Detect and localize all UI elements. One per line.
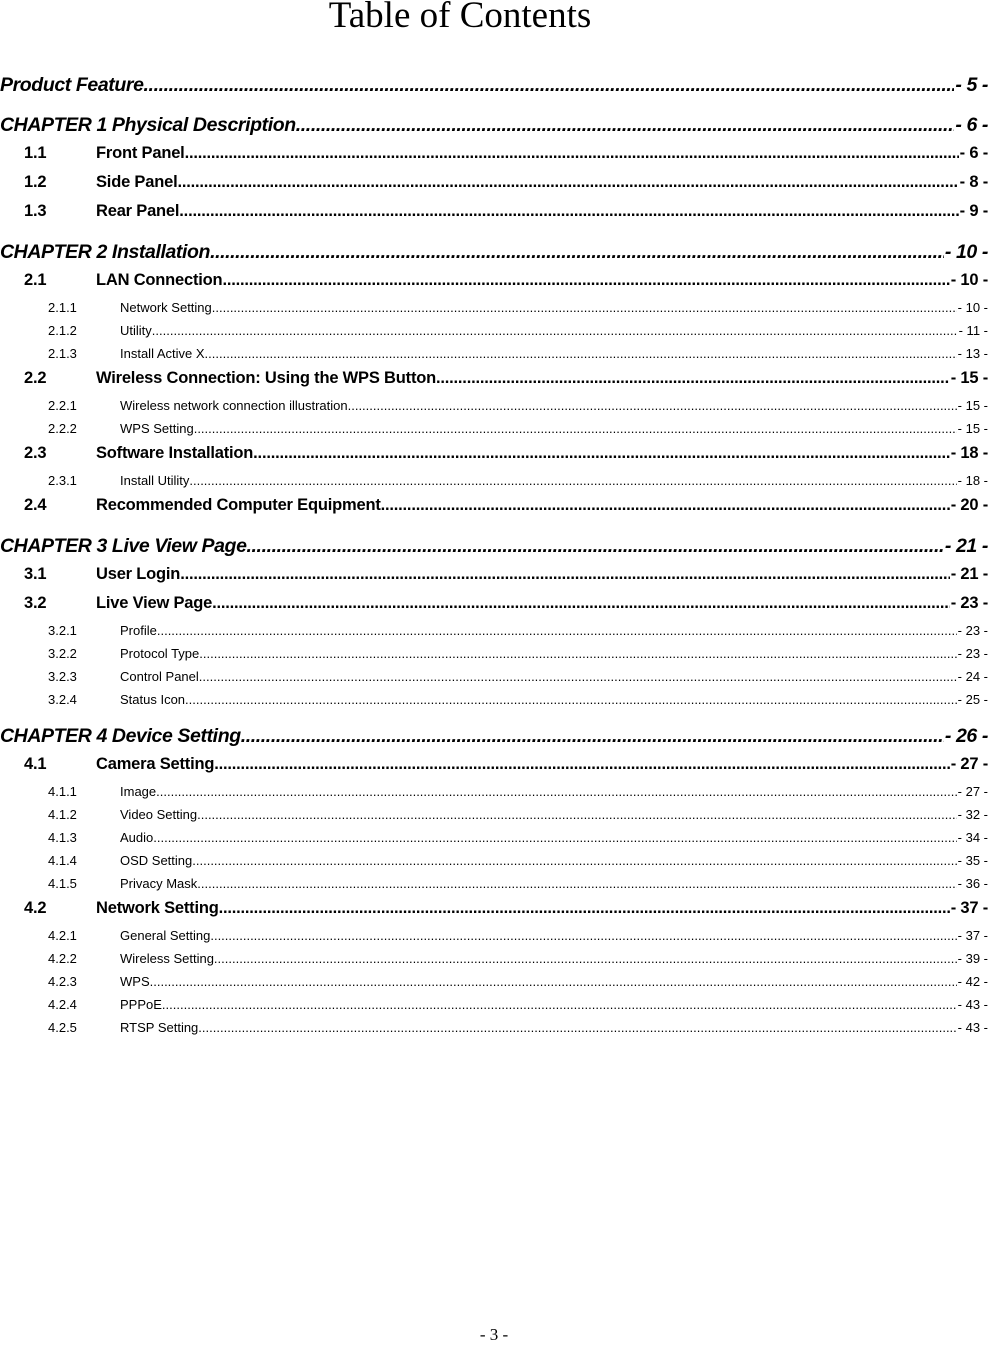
- toc-entry-section[interactable]: [0, 755, 988, 784]
- toc-entry-number: 4.1.1: [48, 784, 77, 799]
- toc-entry-subsection[interactable]: [0, 473, 988, 496]
- dot-leader: [212, 300, 957, 315]
- toc-entry-page: - 23 -: [957, 623, 988, 638]
- toc-entry-subsection[interactable]: [0, 876, 988, 899]
- toc-entry-page: - 15 -: [957, 398, 988, 413]
- toc-entry-number: 4.2.5: [48, 1020, 77, 1035]
- dot-leader: [179, 202, 958, 221]
- toc-entry-section[interactable]: [0, 202, 988, 231]
- toc-entry-page: - 24 -: [957, 669, 988, 684]
- toc-entry-title: Status Icon: [120, 692, 186, 707]
- toc-entry-number: 1.3: [24, 202, 47, 220]
- dot-leader: [253, 444, 950, 463]
- dot-leader: [156, 784, 957, 799]
- toc-entry-number: 3.2.3: [48, 669, 77, 684]
- toc-entry-title: Utility: [120, 323, 152, 338]
- toc-entry-page: - 21 -: [944, 535, 988, 557]
- toc-entry-page: - 42 -: [957, 974, 988, 989]
- toc-entry-title: Product Feature: [0, 74, 144, 96]
- toc-entry-title: Camera Setting: [96, 755, 215, 773]
- toc-entry-page: - 18 -: [957, 473, 988, 488]
- toc-entry-page: - 10 -: [957, 300, 988, 315]
- toc-entry-page: - 21 -: [950, 565, 988, 583]
- toc-entry-page: - 6 -: [955, 114, 988, 136]
- dot-leader: [189, 473, 956, 488]
- toc-entry-page: - 43 -: [957, 1020, 988, 1035]
- toc-entry-section[interactable]: [0, 444, 988, 473]
- toc-entry-title: Rear Panel: [96, 202, 180, 220]
- dot-leader: [210, 241, 944, 264]
- dot-leader: [214, 951, 957, 966]
- toc-entry-number: 2.2.2: [48, 421, 77, 436]
- toc-entry-subsection[interactable]: [0, 830, 988, 853]
- dot-leader: [219, 899, 950, 918]
- toc-entry-page: - 26 -: [944, 725, 988, 747]
- table-of-contents: [0, 74, 988, 1043]
- dot-leader: [192, 853, 956, 868]
- toc-entry-subsection[interactable]: [0, 323, 988, 346]
- toc-entry-page: - 39 -: [957, 951, 988, 966]
- dot-leader: [348, 398, 957, 413]
- dot-leader: [162, 997, 957, 1012]
- toc-entry-page: - 11 -: [958, 323, 988, 338]
- toc-entry-page: - 15 -: [957, 421, 988, 436]
- toc-entry-section[interactable]: [0, 594, 988, 623]
- toc-entry-number: 2.2: [24, 369, 47, 387]
- toc-entry-number: 2.2.1: [48, 398, 77, 413]
- toc-entry-page: - 25 -: [957, 692, 988, 707]
- toc-entry-page: - 9 -: [959, 202, 988, 220]
- dot-leader: [436, 369, 950, 388]
- toc-entry-subsection[interactable]: [0, 646, 988, 669]
- toc-entry-chapter[interactable]: [0, 535, 988, 565]
- toc-entry-page: - 34 -: [957, 830, 988, 845]
- dot-leader: [199, 646, 956, 661]
- toc-entry-subsection[interactable]: [0, 974, 988, 997]
- toc-entry-title: LAN Connection: [96, 271, 223, 289]
- toc-entry-page: - 36 -: [957, 876, 988, 891]
- toc-entry-section[interactable]: [0, 899, 988, 928]
- toc-entry-subsection[interactable]: [0, 692, 988, 715]
- toc-entry-page: - 37 -: [957, 928, 988, 943]
- toc-entry-title: Live View Page: [96, 594, 213, 612]
- toc-entry-title: Install Utility: [120, 473, 190, 488]
- toc-entry-section[interactable]: [0, 173, 988, 202]
- toc-entry-chapter[interactable]: [0, 114, 988, 144]
- dot-leader: [222, 271, 949, 290]
- page-number: - 3 -: [479, 1325, 509, 1344]
- toc-entry-title: General Setting: [120, 928, 211, 943]
- toc-entry-page: - 27 -: [950, 755, 988, 773]
- toc-entry-number: 4.1.2: [48, 807, 77, 822]
- dot-leader: [197, 876, 956, 891]
- toc-entry-subsection[interactable]: [0, 421, 988, 444]
- toc-entry-title: User Login: [96, 565, 181, 583]
- toc-entry-number: 4.2.2: [48, 951, 77, 966]
- toc-entry-title: CHAPTER 3 Live View Page: [0, 535, 247, 557]
- toc-entry-page: - 10 -: [944, 241, 988, 263]
- toc-entry-subsection[interactable]: [0, 997, 988, 1020]
- toc-entry-number: 3.2.4: [48, 692, 77, 707]
- toc-entry-page: - 37 -: [950, 899, 988, 917]
- toc-entry-title: CHAPTER 1 Physical Description: [0, 114, 296, 136]
- dot-leader: [180, 565, 950, 584]
- dot-leader: [194, 421, 957, 436]
- toc-entry-title: WPS Setting: [120, 421, 194, 436]
- toc-entry-subsection[interactable]: [0, 300, 988, 323]
- page-title: Table of Contents: [328, 0, 592, 36]
- toc-entry-page: - 20 -: [950, 496, 988, 514]
- toc-entry-number: 4.2.4: [48, 997, 77, 1012]
- toc-entry-number: 2.1: [24, 271, 47, 289]
- toc-entry-section[interactable]: [0, 496, 988, 525]
- toc-entry-title: Wireless network connection illustration: [120, 398, 348, 413]
- toc-entry-title: RTSP Setting: [120, 1020, 199, 1035]
- toc-entry-subsection[interactable]: [0, 398, 988, 421]
- toc-entry-title: Software Installation: [96, 444, 254, 462]
- dot-leader: [185, 144, 959, 163]
- toc-entry-subsection[interactable]: [0, 669, 988, 692]
- toc-entry-title: OSD Setting: [120, 853, 193, 868]
- toc-entry-subsection[interactable]: [0, 623, 988, 646]
- toc-entry-page: - 23 -: [957, 646, 988, 661]
- toc-entry-number: 3.2.2: [48, 646, 77, 661]
- toc-entry-title: Control Panel: [120, 669, 199, 684]
- toc-entry-number: 4.2: [24, 899, 47, 917]
- toc-entry-title: Audio: [120, 830, 154, 845]
- dot-leader: [247, 535, 944, 558]
- toc-entry-page: - 6 -: [959, 144, 988, 162]
- toc-entry-number: 4.1.5: [48, 876, 77, 891]
- toc-entry-subsection[interactable]: [0, 951, 988, 974]
- toc-entry-title: Network Setting: [120, 300, 212, 315]
- toc-entry-title: Privacy Mask: [120, 876, 198, 891]
- toc-entry-number: 1.1: [24, 144, 47, 162]
- toc-entry-page: - 15 -: [950, 369, 988, 387]
- toc-entry-subsection[interactable]: [0, 853, 988, 876]
- toc-entry-section[interactable]: [0, 565, 988, 594]
- toc-entry-number: 2.4: [24, 496, 47, 514]
- toc-entry-title: WPS: [120, 974, 150, 989]
- toc-entry-subsection[interactable]: [0, 807, 988, 830]
- toc-entry-number: 2.1.2: [48, 323, 77, 338]
- toc-entry-title: Recommended Computer Equipment: [96, 496, 381, 514]
- dot-leader: [205, 346, 957, 361]
- toc-entry-section[interactable]: [0, 271, 988, 300]
- dot-leader: [152, 323, 958, 338]
- toc-entry-section[interactable]: [0, 144, 988, 173]
- toc-entry-page: - 13 -: [957, 346, 988, 361]
- toc-entry-title: Wireless Connection: Using the WPS Button: [96, 369, 436, 387]
- toc-entry-number: 4.2.3: [48, 974, 77, 989]
- toc-entry-title: Wireless Setting: [120, 951, 214, 966]
- toc-entry-page: - 43 -: [957, 997, 988, 1012]
- toc-entry-title: CHAPTER 2 Installation: [0, 241, 211, 263]
- toc-entry-title: Network Setting: [96, 899, 219, 917]
- toc-entry-page: - 5 -: [955, 74, 988, 96]
- toc-entry-number: 4.1: [24, 755, 47, 773]
- toc-entry-chapter[interactable]: [0, 241, 988, 271]
- toc-entry-title: CHAPTER 4 Device Setting: [0, 725, 241, 747]
- dot-leader: [157, 623, 957, 638]
- toc-entry-number: 3.1: [24, 565, 47, 583]
- dot-leader: [198, 1020, 956, 1035]
- dot-leader: [214, 755, 949, 774]
- toc-entry-page: - 35 -: [957, 853, 988, 868]
- toc-entry-number: 1.2: [24, 173, 47, 191]
- toc-entry-chapter[interactable]: [0, 74, 988, 104]
- toc-entry-chapter[interactable]: [0, 725, 988, 755]
- toc-entry-page: - 23 -: [950, 594, 988, 612]
- toc-entry-number: 3.2: [24, 594, 47, 612]
- toc-entry-title: Side Panel: [96, 173, 178, 191]
- toc-entry-number: 2.1.1: [48, 300, 77, 315]
- toc-entry-number: 3.2.1: [48, 623, 77, 638]
- dot-leader: [199, 669, 957, 684]
- toc-entry-title: PPPoE: [120, 997, 162, 1012]
- dot-leader: [185, 692, 957, 707]
- dot-leader: [150, 974, 957, 989]
- toc-entry-subsection[interactable]: [0, 928, 988, 951]
- dot-leader: [153, 830, 956, 845]
- toc-entry-title: Image: [120, 784, 157, 799]
- toc-entry-title: Protocol Type: [120, 646, 200, 661]
- toc-entry-title: Install Active X: [120, 346, 205, 361]
- toc-entry-page: - 18 -: [950, 444, 988, 462]
- toc-entry-page: - 32 -: [957, 807, 988, 822]
- dot-leader: [210, 928, 956, 943]
- toc-entry-subsection[interactable]: [0, 346, 988, 369]
- dot-leader: [381, 496, 950, 515]
- toc-entry-page: - 8 -: [959, 173, 988, 191]
- toc-entry-title: Profile: [120, 623, 157, 638]
- toc-entry-page: - 10 -: [950, 271, 988, 289]
- toc-entry-number: 4.1.3: [48, 830, 77, 845]
- dot-leader: [197, 807, 957, 822]
- toc-entry-number: 2.3: [24, 444, 47, 462]
- toc-entry-page: - 27 -: [957, 784, 988, 799]
- dot-leader: [177, 173, 958, 192]
- toc-entry-section[interactable]: [0, 369, 988, 398]
- toc-entry-number: 4.2.1: [48, 928, 77, 943]
- toc-entry-title: Front Panel: [96, 144, 185, 162]
- dot-leader: [241, 725, 944, 748]
- toc-entry-subsection[interactable]: [0, 784, 988, 807]
- toc-entry-number: 2.1.3: [48, 346, 77, 361]
- toc-entry-number: 2.3.1: [48, 473, 77, 488]
- toc-entry-subsection[interactable]: [0, 1020, 988, 1043]
- dot-leader: [212, 594, 950, 613]
- dot-leader: [296, 114, 955, 137]
- toc-entry-title: Video Setting: [120, 807, 198, 822]
- dot-leader: [144, 74, 955, 97]
- toc-entry-number: 4.1.4: [48, 853, 77, 868]
